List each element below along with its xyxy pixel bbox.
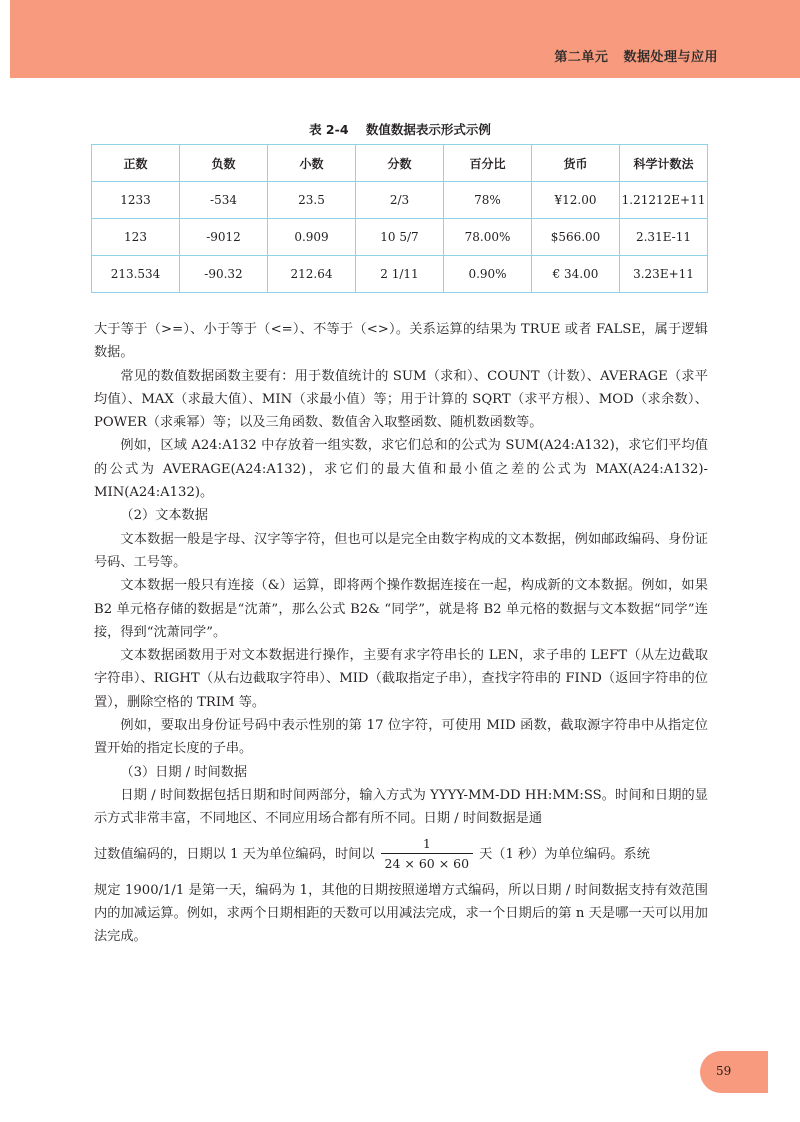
table-row (92, 219, 708, 256)
table-cell: 2/3 (356, 182, 444, 219)
paragraph-numeric-functions: 常见的数值数据函数主要有：用于数值统计的 SUM（求和）、COUNT（计数）、AVERAGE（求平均值）、MAX（求最大值）、MIN（求最小值）等；用于计算的 SQRT（求平方根）、MOD（求余数）、POWER（求乘幂）等；以及三角函数、数值舍入取整函数、随机数函数等。 (94, 368, 708, 431)
paragraph-datetime-intro: 日期 / 时间数据包括日期和时间两部分，输入方式为 YYYY-MM-DD HH:MM:SS。时间和日期的显示方式非常丰富，不同地区、不同应用场合都有所不同。日期 / 时间数据是通 (94, 787, 708, 827)
table-cell: € 34.00 (532, 256, 620, 293)
section-title: 第二单元 数据处理与应用 (554, 50, 718, 65)
col-header-decimal: 小数 (268, 145, 356, 182)
col-header-scientific: 科学计数法 (620, 145, 708, 182)
col-header-percent: 百分比 (444, 145, 532, 182)
table-cell: 23.5 (268, 182, 356, 219)
paragraph-text-example: 例如，要取出身份证号码中表示性别的第 17 位字符，可使用 MID 函数，截取源字符串中从指定位置开始的指定长度的子串。 (94, 718, 708, 757)
table-row (92, 256, 708, 293)
encoding-text-before: 过数值编码的，日期以 1 天为单位编码，时间以 (94, 846, 375, 862)
paragraph-text-functions: 文本数据函数用于对文本数据进行操作，主要有求字符串长的 LEN，求子串的 LEFT（从左边截取字符串）、RIGHT（从右边截取字符串）、MID（截取指定子串），查找字符串的 FIND（返回字符串的位置），删除空格的 TRIM 等。 (94, 648, 708, 710)
table-cell: -90.32 (180, 256, 268, 293)
seconds-fraction (381, 835, 474, 874)
table-row (92, 182, 708, 219)
encoding-text-after: 天（1 秒）为单位编码。系统 (479, 846, 650, 862)
page-number: 59 (716, 1064, 732, 1078)
table-cell: $566.00 (532, 219, 620, 256)
table-cell: 2 1/11 (356, 256, 444, 293)
page-number-tab (700, 1051, 768, 1093)
table-cell: 212.64 (268, 256, 356, 293)
table-caption: 表 2-4 数值数据表示形式示例 (309, 122, 491, 137)
table-cell: -9012 (180, 219, 268, 256)
paragraph-datetime-arithmetic: 规定 1900/1/1 是第一天，编码为 1，其他的日期按照递增方式编码，所以日期 / 时间数据支持有效范围内的加减运算。例如，求两个日期相距的天数可以用减法完成，求一个日期后的第 n 天是哪一天可以用加法完成。 (94, 882, 708, 945)
table-header-row (92, 145, 708, 182)
table-cell: 78% (444, 182, 532, 219)
paragraph-numeric-example: 例如，区域 A24:A132 中存放着一组实数，求它们总和的公式为 SUM(A24:A132)，求它们平均值的公式为 AVERAGE(A24:A132)，求它们的最大值和最小值之差的公式为 MAX(A24:A132)-MIN(A24:A132)。 (94, 438, 708, 501)
table-cell: 213.534 (92, 256, 180, 293)
paragraph-relational-ops: 大于等于（>=）、小于等于（<=）、不等于（<>）。关系运算的结果为 TRUE 或者 FALSE，属于逻辑数据。 (94, 322, 708, 361)
paragraph-text-concat: 文本数据一般只有连接（&）运算，即将两个操作数据连接在一起，构成新的文本数据。例如，如果 B2 单元格存储的数据是“沈萧”，那么公式 B2& “同学”，就是将 B2 单元格的数据与文本数据“同学”连接，得到“沈萧同学”。 (94, 578, 708, 640)
table-cell: 10 5/7 (356, 219, 444, 256)
header-band (10, 0, 800, 78)
heading-text-data: （2）文本数据 (120, 508, 208, 524)
body-text (94, 318, 708, 948)
table-cell: 3.23E+11 (620, 256, 708, 293)
table-cell: 0.909 (268, 219, 356, 256)
heading-datetime-data: （3）日期 / 时间数据 (120, 764, 248, 780)
table-cell: 0.90% (444, 256, 532, 293)
numeric-format-table (91, 144, 708, 293)
paragraph-datetime-encoding (94, 831, 708, 879)
col-header-positive: 正数 (92, 145, 180, 182)
fraction-numerator: 1 (422, 835, 431, 851)
col-header-currency: 货币 (532, 145, 620, 182)
table-cell: 2.31E-11 (620, 219, 708, 256)
table-cell: -534 (180, 182, 268, 219)
col-header-fraction: 分数 (356, 145, 444, 182)
table-cell: 1233 (92, 182, 180, 219)
table-cell: ¥12.00 (532, 182, 620, 219)
paragraph-text-data-intro: 文本数据一般是字母、汉字等字符，但也可以是完全由数字构成的文本数据，例如邮政编码、身份证号码、工号等。 (94, 531, 708, 570)
fraction-denominator: 24 × 60 × 60 (381, 853, 474, 874)
table-cell: 1.21212E+11 (620, 182, 708, 219)
col-header-negative: 负数 (180, 145, 268, 182)
table-cell: 123 (92, 219, 180, 256)
table-cell: 78.00% (444, 219, 532, 256)
